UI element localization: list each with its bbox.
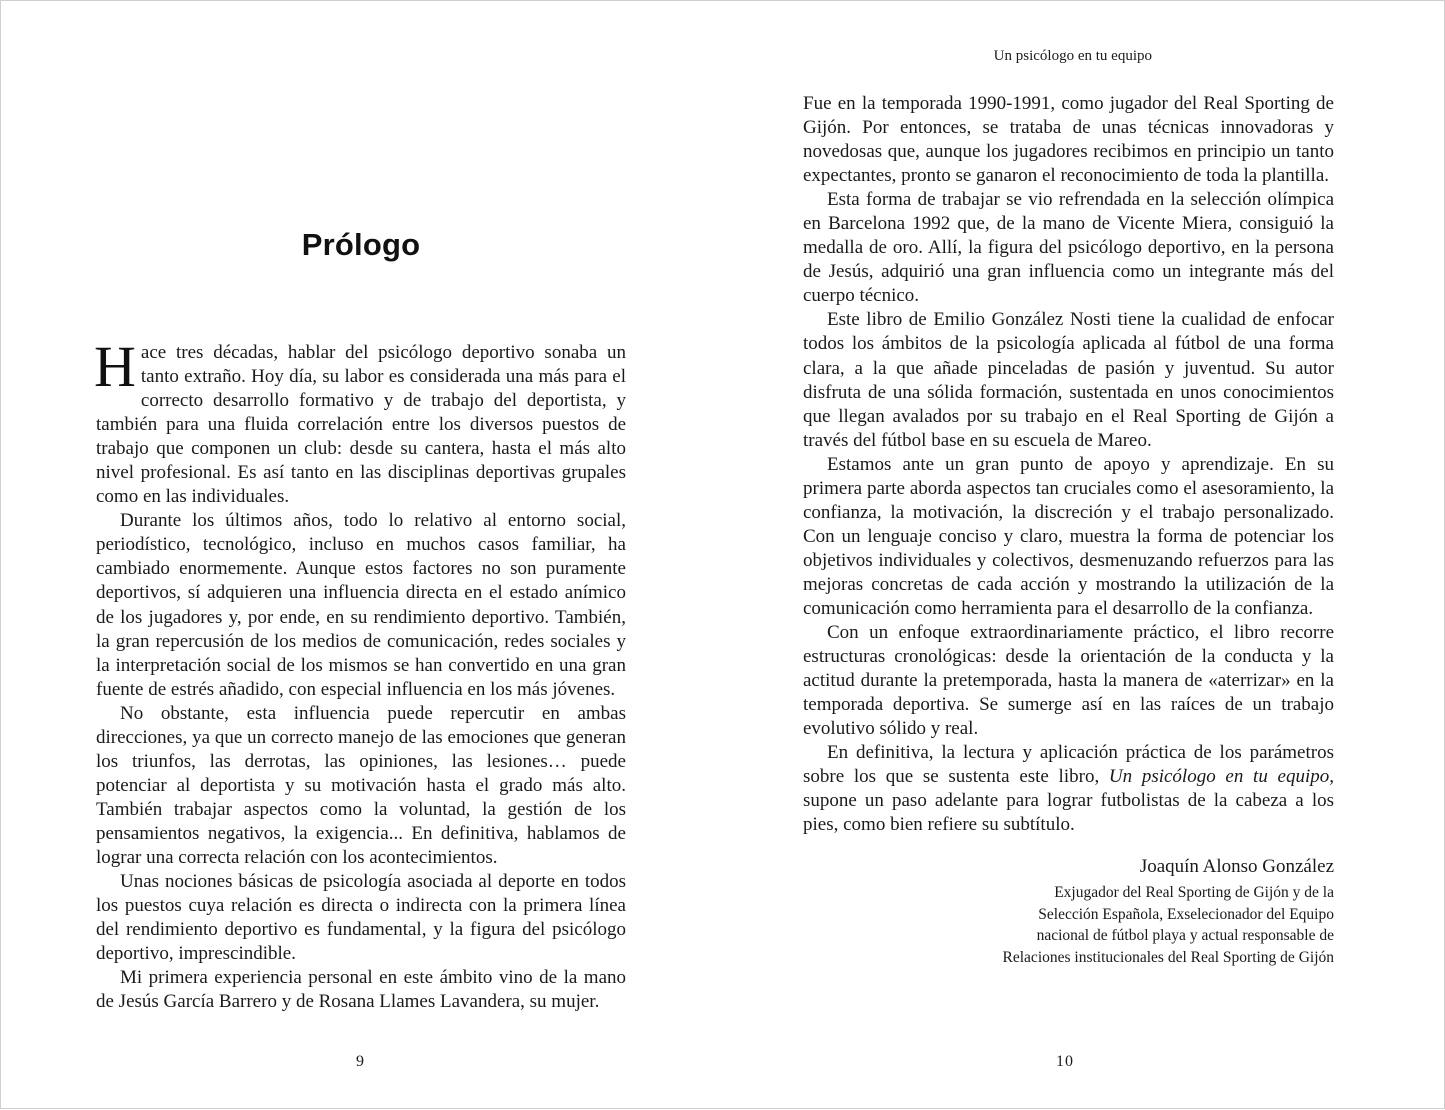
page-number: 9 bbox=[356, 1053, 364, 1070]
paragraph: Unas nociones básicas de psicología asociada al deporte en todos los puestos cuya relación es directa o indirecta con la primera línea del rendimiento deportivo es fundamental, y la figura del psicólogo deportivo, imprescindible. bbox=[96, 871, 626, 965]
paragraph bbox=[803, 741, 1334, 837]
paragraph-text: En definitiva, la lectura y aplicación práctica de los parámetros sobre los que se sustenta este libro, bbox=[803, 742, 1334, 788]
paragraph: Mi primera experiencia personal en este ámbito vino de la mano de Jesús García Barrero y de Rosana Llames Lavandera, su mujer. bbox=[96, 967, 626, 1013]
left-body-text bbox=[94, 334, 626, 1014]
paragraph: Durante los últimos años, todo lo relativo al entorno social, periodístico, tecnológico, incluso en muchos casos familiar, ha cambiado enormemente. Aunque estos factores no son puramente deportivos, sí adquieren una influencia directa en el estado anímico de los jugadores y, por ende, en su rendimiento deportivo. También, la gran repercusión de los medios de comunicación, redes sociales y la interpretación social de los mismos se han convertido en una gran fuente de estrés añadido, con especial influencia en los más jóvenes. bbox=[96, 510, 626, 700]
signature-role-line: Relaciones institucionales del Real Sporting de Gijón bbox=[1002, 948, 1334, 966]
signature-block bbox=[803, 855, 1334, 968]
paragraph-text: ace tres décadas, hablar del psicólogo deportivo sonaba un tanto extraño. Hoy día, su labor es considerada una más para el correcto desarrollo formativo y de trabajo del deportista, y también para una fluida correlación entre los diversos puestos de trabajo que componen un club: desde su cantera, hasta el más alto nivel profesional. Es así tanto en las disciplinas deportivas grupales como en las individuales. bbox=[96, 342, 626, 508]
page-number: 10 bbox=[1056, 1053, 1074, 1070]
chapter-title: Prólogo bbox=[301, 226, 421, 262]
paragraph bbox=[94, 334, 626, 509]
right-body-text bbox=[803, 92, 1334, 837]
running-head: Un psicólogo en tu equipo bbox=[993, 48, 1152, 64]
signature-role-line: Exjugador del Real Sporting de Gijón y de la bbox=[1054, 884, 1334, 901]
paragraph: Esta forma de trabajar se vio refrendada en la selección olímpica en Barcelona 1992 que, de la mano de Vicente Miera, consiguió la medalla de oro. Allí, la figura del psicólogo deportivo, en la persona de Jesús, adquirió una gran influencia como un integrante más del cuerpo técnico. bbox=[803, 189, 1334, 307]
paragraph: Fue en la temporada 1990-1991, como jugador del Real Sporting de Gijón. Por entonces, se trataba de unas técnicas innovadoras y novedosas que, aunque los jugadores recibimos en principio un tanto expectantes, pronto se ganaron el reconocimiento de toda la plantilla. bbox=[803, 93, 1334, 187]
book-title-italic: Un psicólogo en tu equipo, bbox=[1108, 766, 1334, 788]
signature-role-line: Selección Española, Exselecionador del Equipo bbox=[1038, 905, 1334, 923]
paragraph: Con un enfoque extraordinariamente práctico, el libro recorre estructuras cronológicas: desde la orientación de la conducta y la actitud durante la pretemporada, hasta la manera de «aterrizar» en la temporada deportiva. Se sumerge así en las raíces de un trabajo evolutivo sólido y real. bbox=[803, 622, 1334, 740]
paragraph: Estamos ante un gran punto de apoyo y aprendizaje. En su primera parte aborda aspectos tan cruciales como el asesoramiento, la confianza, la motivación, la discreción y el trabajo personalizado. Con un lenguaje conciso y claro, muestra la forma de potenciar los objetivos individuales y colectivos, desmenuzando refuerzos para las mejoras concretas de cada acción y mostrando la utilización de la comunicación como herramienta para el desarrollo de la confianza. bbox=[803, 453, 1334, 619]
paragraph: No obstante, esta influencia puede repercutir en ambas direcciones, ya que un correcto manejo de las emociones que generan los triunfos, las derrotas, las opiniones, las lesiones… puede potenciar al deportista y su motivación hasta el grado más alto. También trabajar aspectos como la voluntad, la gestión de los pensamientos negativos, la exigencia... En definitiva, hablamos de lograr una correcta relación con los acontecimientos. bbox=[96, 702, 626, 868]
left-page bbox=[1, 1, 723, 1110]
signature-role bbox=[803, 882, 1334, 968]
right-page bbox=[723, 1, 1445, 1110]
signature-name: Joaquín Alonso González bbox=[1139, 856, 1334, 877]
signature-role-line: nacional de fútbol playa y actual responsable de bbox=[1036, 927, 1334, 944]
paragraph: Este libro de Emilio González Nosti tiene la cualidad de enfocar todos los ámbitos de la psicología aplicada al fútbol de una forma clara, a la que añade pinceladas de pasión y juventud. Su autor disfruta de una sólida formación, sustentada en unos conocimientos que llegan avalados por su trabajo en el Real Sporting de Gijón a través del fútbol base en su escuela de Mareo. bbox=[803, 309, 1334, 451]
drop-cap: H bbox=[94, 334, 136, 399]
paragraph-text: supone un paso adelante para lograr futbolistas de la cabeza a los pies, como bien refiere su subtítulo. bbox=[803, 790, 1334, 836]
